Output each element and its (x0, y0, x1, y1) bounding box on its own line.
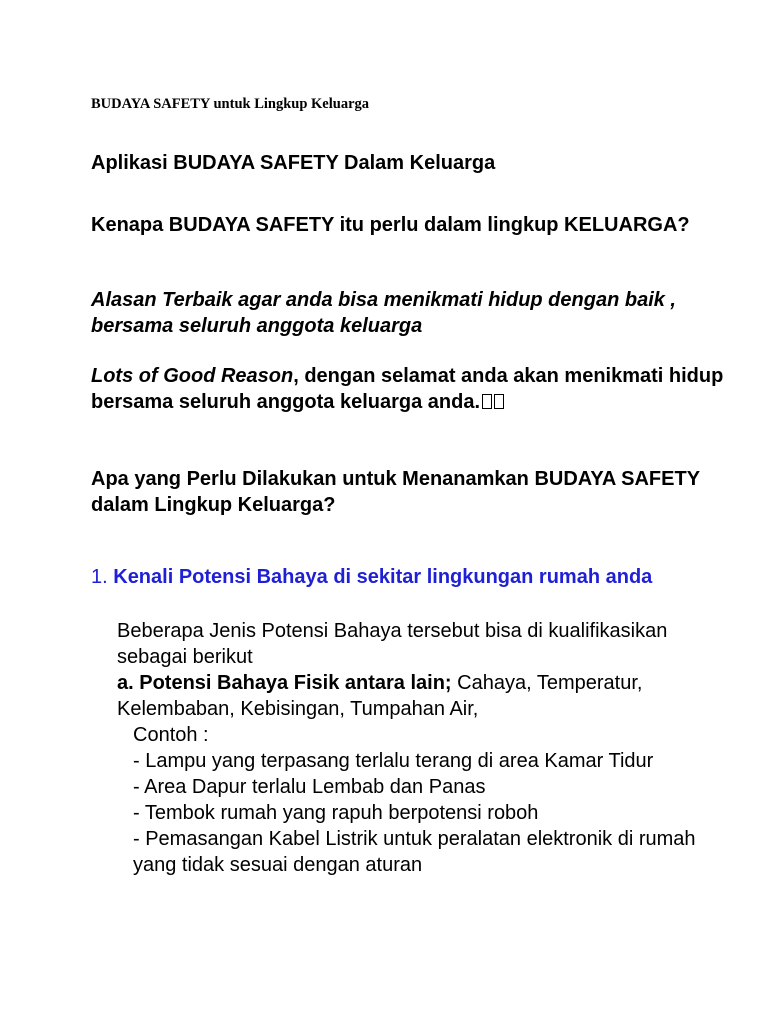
example-item: - Area Dapur terlalu Lembab dan Panas (133, 776, 486, 798)
reason-text: Alasan Terbaik agar anda bisa menikmati hidup dengan baik , bersama seluruh anggota keluarga (91, 289, 676, 337)
missing-glyph-icon (494, 394, 504, 409)
example-label: Contoh : (133, 724, 209, 746)
document-title: BUDAYA SAFETY untuk Lingkup Keluarga (91, 96, 370, 112)
section-1-number: 1. (91, 566, 108, 588)
question-why: Kenapa BUDAYA SAFETY itu perlu dalam lingkup KELUARGA? (91, 214, 690, 236)
good-reason-paragraph (91, 363, 731, 415)
section-1-intro: Beberapa Jenis Potensi Bahaya tersebut bisa di kualifikasikan sebagai berikut (117, 620, 668, 668)
sub-item-a-label: a. Potensi Bahaya Fisik antara lain; (117, 672, 452, 694)
section-1-title: Kenali Potensi Bahaya di sekitar lingkungan rumah anda (107, 566, 653, 588)
example-item: - Pemasangan Kabel Listrik untuk peralatan elektronik di rumah yang tidak sesuai dengan aturan (133, 828, 696, 876)
missing-glyph-icon (482, 394, 492, 409)
example-item: - Lampu yang terpasang terlalu terang di area Kamar Tidur (133, 750, 654, 772)
good-reason-italic: Lots of Good Reason (91, 365, 294, 387)
example-item: - Tembok rumah yang rapuh berpotensi roboh (133, 802, 539, 824)
section-1-heading (91, 564, 731, 590)
good-reason-rest: , dengan selamat anda akan menikmati hidup bersama seluruh anggota keluarga anda. (91, 365, 724, 413)
sub-item-a (91, 670, 711, 722)
main-heading: Aplikasi BUDAYA SAFETY Dalam Keluarga (91, 152, 496, 174)
question-what: Apa yang Perlu Dilakukan untuk Menanamkan BUDAYA SAFETY dalam Lingkup Keluarga? (91, 468, 700, 516)
section-1-body (91, 618, 711, 878)
sub-item-a-text: Cahaya, Temperatur, Kelembaban, Kebisingan, Tumpahan Air, (117, 672, 643, 720)
